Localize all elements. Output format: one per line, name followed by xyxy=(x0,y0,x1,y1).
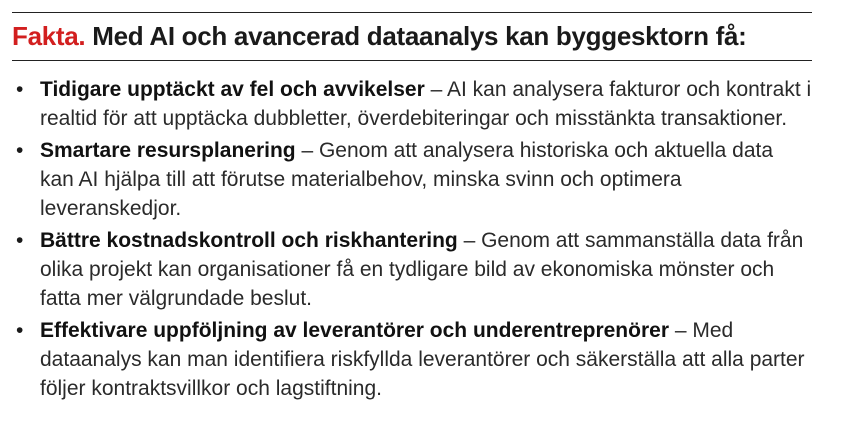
item-lead: Tidigare upptäckt av fel och avvikelser xyxy=(40,78,425,101)
item-lead: Smartare resursplanering xyxy=(40,139,296,162)
bullet-icon: • xyxy=(16,78,24,101)
list-item xyxy=(12,226,812,313)
item-text: – Genom att sammanställa data från olika projekt kan organisationer få en tydligare bild av ekonomiska mönster och fatta mer välgrundade beslut. xyxy=(40,229,804,310)
item-text: – Med dataanalys kan man identifiera riskfyllda leverantörer och säkerställa att alla parter följer kontraktsvillkor och lagstiftning. xyxy=(40,319,805,400)
bullet-icon: • xyxy=(16,319,24,342)
list-item xyxy=(12,75,812,133)
list-item xyxy=(12,316,812,403)
heading-divider xyxy=(12,60,812,61)
item-lead: Bättre kostnadskontroll och riskhantering xyxy=(40,229,458,252)
fact-label: Fakta. xyxy=(12,21,86,51)
bullet-icon: • xyxy=(16,139,24,162)
fact-box xyxy=(12,12,812,406)
bullet-icon: • xyxy=(16,229,24,252)
fact-heading-text: Med AI och avancerad dataanalys kan byggesktorn få: xyxy=(92,21,747,51)
fact-list xyxy=(12,75,812,403)
fact-heading xyxy=(12,21,812,51)
item-text: – Genom att analysera historiska och aktuella data kan AI hjälpa till att förutse materialbehov, minska svinn och optimera leveranskedjor. xyxy=(40,139,774,220)
item-lead: Effektivare uppföljning av leverantörer och underentreprenörer xyxy=(40,319,669,342)
top-divider xyxy=(12,12,812,13)
item-text: – AI kan analysera fakturor och kontrakt i realtid för att upptäcka dubbletter, överdebiteringar och misstänkta transaktioner. xyxy=(40,78,812,130)
list-item xyxy=(12,136,812,223)
